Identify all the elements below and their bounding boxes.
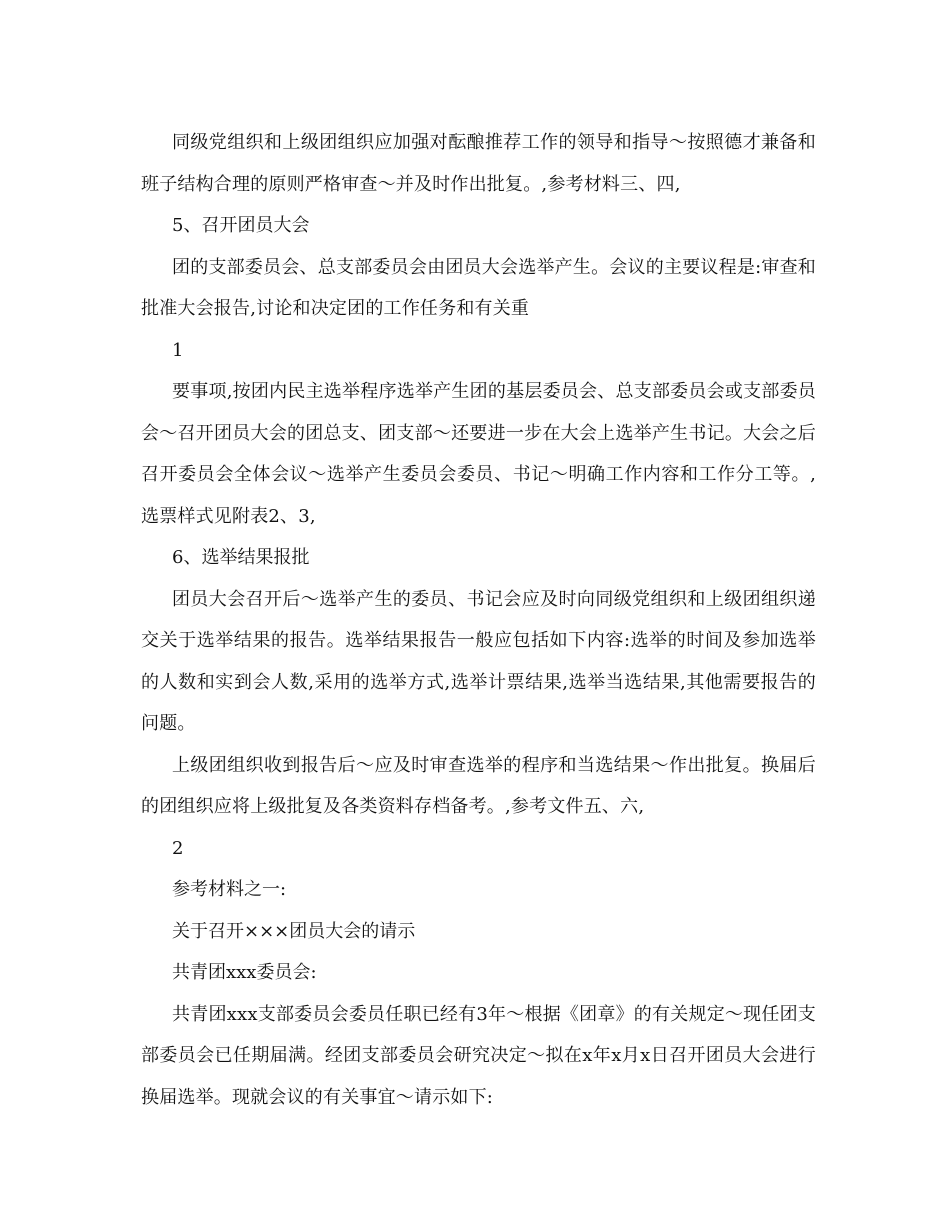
paragraph-member-meeting: 团的支部委员会、总支部委员会由团员大会选举产生。会议的主要议程是:审查和批准大会报告,讨论和决定团的工作任务和有关重: [141, 256, 816, 319]
paragraph-higher-approval: 上级团组织收到报告后～应及时审查选举的程序和当选结果～作出批复。换届后的团组织应将上级批复及各类资料存档备考。,参考文件五、六,: [141, 754, 816, 817]
addressee: 共青团xxx委员会:: [172, 962, 317, 983]
page-number-2: 2: [172, 837, 184, 859]
paragraph-request-body: 共青团xxx支部委员会委员任职已经有3年～根据《团章》的有关规定～现任团支部委员会已任期届满。经团支部委员会研究决定～拟在x年x月x日召开团员大会进行换届选举。现就会议的有关事宜～请示如下:: [141, 1003, 816, 1108]
heading-step-5: 5、召开团员大会: [172, 215, 310, 236]
paragraph-approval: 同级党组织和上级团组织应加强对酝酿推荐工作的领导和指导～按照德才兼备和班子结构合理的原则严格审查～并及时作出批复。,参考材料三、四,: [141, 132, 816, 195]
reference-material-label: 参考材料之一:: [172, 879, 287, 900]
heading-step-6: 6、选举结果报批: [172, 547, 310, 568]
page-number-1: 1: [172, 339, 184, 361]
request-title: 关于召开×××团员大会的请示: [172, 920, 416, 942]
paragraph-election-matters: 要事项,按团内民主选举程序选举产生团的基层委员会、总支部委员会或支部委员会～召开团员大会的团总支、团支部～还要进一步在大会上选举产生书记。大会之后召开委员会全体会议～选举产生委员会委员、书记～明确工作内容和工作分工等。,选票样式见附表2、3,: [141, 381, 816, 527]
paragraph-result-report: 团员大会召开后～选举产生的委员、书记会应及时向同级党组织和上级团组织递交关于选举结果的报告。选举结果报告一般应包括如下内容:选举的时间及参加选举的人数和实到会人数,采用的选举方式,选举计票结果,选举当选结果,其他需要报告的问题。: [141, 588, 816, 734]
document-page: [141, 122, 816, 1118]
